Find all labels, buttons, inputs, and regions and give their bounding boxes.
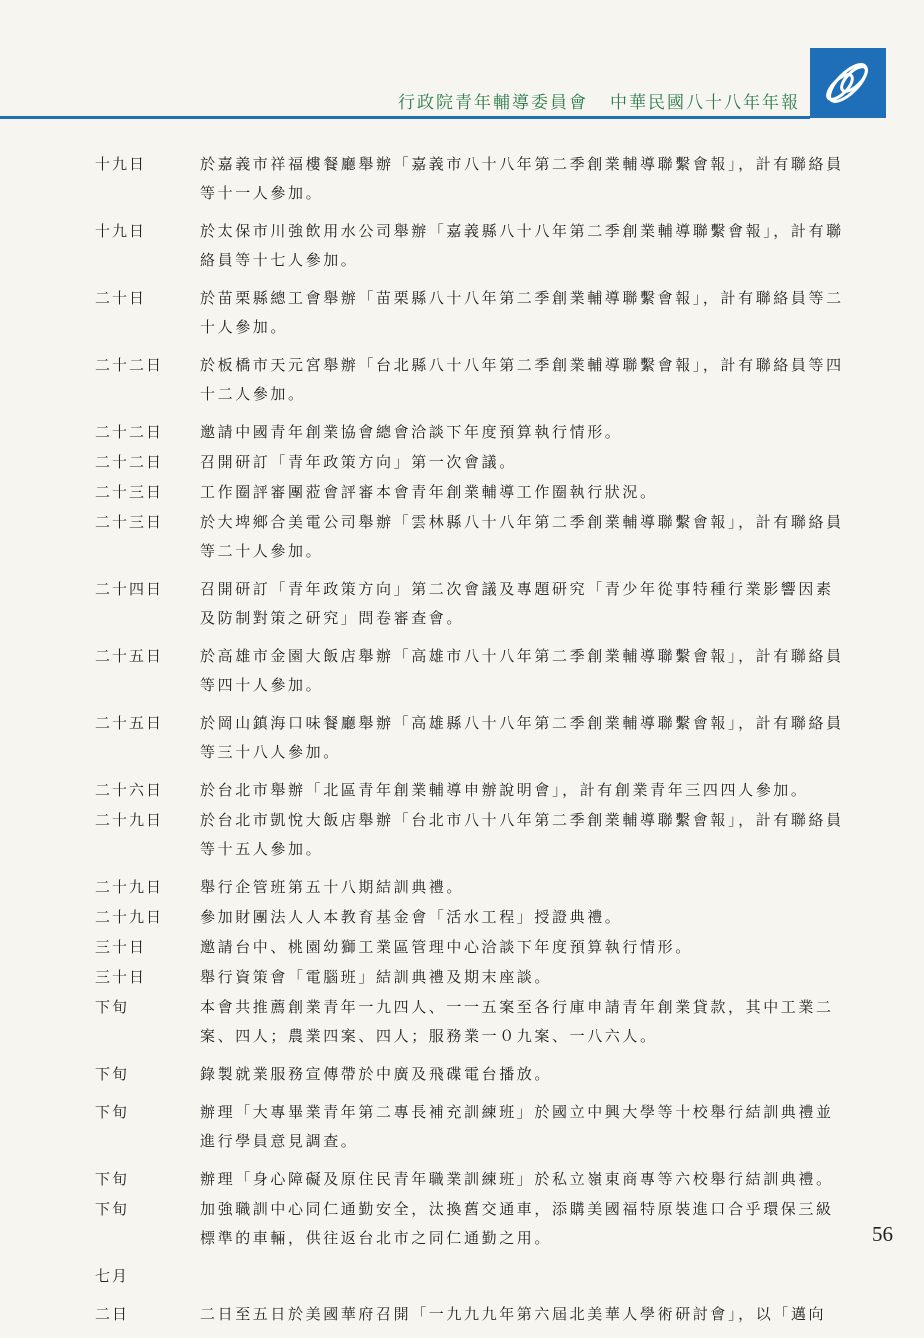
entry-date: 下旬 <box>95 1103 130 1121</box>
entry-date: 二十九日 <box>95 908 164 926</box>
entry-text: 邀請中國青年創業協會總會洽談下年度預算執行情形。 <box>200 423 623 441</box>
entry-date: 二十五日 <box>95 647 164 665</box>
header-org: 行政院青年輔導委員會 <box>398 93 588 113</box>
list-item <box>0 1060 924 1089</box>
entry-date: 三十日 <box>95 968 147 986</box>
entry-text: 辦理「身心障礙及原住民青年職業訓練班」於私立嶺東商專等六校舉行結訓典禮。 <box>200 1170 834 1188</box>
rings-logo-icon <box>818 54 878 112</box>
entry-text: 於苗栗縣總工會舉辦「苗栗縣八十八年第二季創業輔導聯繫會報」，計有聯絡員等二十人參加。 <box>200 289 844 336</box>
list-item <box>0 150 924 208</box>
entry-text: 錄製就業服務宣傳帶於中廣及飛碟電台播放。 <box>200 1065 553 1083</box>
list-item <box>0 1262 924 1291</box>
list-item <box>0 1195 924 1253</box>
entry-text: 於太保市川強飲用水公司舉辦「嘉義縣八十八年第二季創業輔導聯繫會報」，計有聯絡員等十七人參加。 <box>200 222 844 269</box>
entry-text: 於高雄市金園大飯店舉辦「高雄市八十八年第二季創業輔導聯繫會報」，計有聯絡員等四十人參加。 <box>200 647 844 694</box>
list-item <box>0 1098 924 1156</box>
entry-text <box>200 1262 850 1291</box>
entry-text: 辦理「大專畢業青年第二專長補充訓練班」於國立中興大學等十校舉行結訓典禮並進行學員意見調查。 <box>200 1103 834 1150</box>
list-item <box>0 284 924 342</box>
list-item <box>0 806 924 864</box>
entry-date: 二十三日 <box>95 513 164 531</box>
list-item <box>0 933 924 962</box>
list-item <box>0 642 924 700</box>
entry-text: 召開研訂「青年政策方向」第二次會議及專題研究「青少年從事特種行業影響因素及防制對策之研究」問卷審查會。 <box>200 580 834 627</box>
entry-date: 二十四日 <box>95 580 164 598</box>
entry-date: 二十日 <box>95 289 147 307</box>
list-item <box>0 1300 924 1329</box>
entry-date: 下旬 <box>95 1170 130 1188</box>
entry-text: 工作圈評審團蒞會評審本會青年創業輔導工作圈執行狀況。 <box>200 483 658 501</box>
entry-date: 十九日 <box>95 222 147 240</box>
entry-date: 下旬 <box>95 998 130 1016</box>
entry-date: 三十日 <box>95 938 147 956</box>
list-item <box>0 963 924 992</box>
entry-date: 下旬 <box>95 1065 130 1083</box>
entry-date: 二日 <box>95 1305 130 1323</box>
entry-date: 二十九日 <box>95 878 164 896</box>
entry-text: 於台北市凱悅大飯店舉辦「台北市八十八年第二季創業輔導聯繫會報」，計有聯絡員等十五人參加。 <box>200 811 844 858</box>
entry-date: 二十六日 <box>95 781 164 799</box>
entry-text: 二日至五日於美國華府召開「一九九九年第六屆北美華人學術研討會」，以「邁向 <box>200 1305 827 1323</box>
entry-text: 於大埤鄉合美電公司舉辦「雲林縣八十八年第二季創業輔導聯繫會報」，計有聯絡員等二十人參加。 <box>200 513 844 560</box>
header-report: 中華民國八十八年年報 <box>610 93 800 113</box>
list-item <box>0 709 924 767</box>
list-item <box>0 903 924 932</box>
entry-text: 舉行資策會「電腦班」結訓典禮及期末座談。 <box>200 968 553 986</box>
entry-date: 十九日 <box>95 155 147 173</box>
entry-text: 於台北市舉辦「北區青年創業輔導申辦說明會」，計有創業青年三四四人參加。 <box>200 781 809 799</box>
entry-text: 加強職訓中心同仁通勤安全，汰換舊交通車，添購美國福特原裝進口合乎環保三級標準的車輛，供往返台北市之同仁通勤之用。 <box>200 1200 834 1247</box>
month-heading: 七月 <box>95 1267 130 1285</box>
list-item <box>0 478 924 507</box>
list-item <box>0 418 924 447</box>
entry-date: 二十二日 <box>95 356 164 374</box>
entry-text: 於岡山鎮海口味餐廳舉辦「高雄縣八十八年第二季創業輔導聯繫會報」，計有聯絡員等三十八人參加。 <box>200 714 844 761</box>
entry-text: 召開研訂「青年政策方向」第一次會議。 <box>200 453 517 471</box>
list-item <box>0 873 924 902</box>
list-item <box>0 575 924 633</box>
entry-date: 二十二日 <box>95 453 164 471</box>
entry-text: 邀請台中、桃園幼獅工業區管理中心洽談下年度預算執行情形。 <box>200 938 693 956</box>
list-item <box>0 351 924 409</box>
entry-date: 下旬 <box>95 1200 130 1218</box>
list-item <box>0 448 924 477</box>
list-item <box>0 217 924 275</box>
list-item <box>0 1165 924 1194</box>
header-rule <box>0 116 810 119</box>
logo-badge <box>810 48 886 118</box>
page-number: 56 <box>872 1222 893 1246</box>
list-item <box>0 993 924 1051</box>
entry-text: 舉行企管班第五十八期結訓典禮。 <box>200 878 465 896</box>
entry-text: 本會共推薦創業青年一九四人、一一五案至各行庫申請青年創業貸款，其中工業二案、四人；農業四案、四人；服務業一０九案、一八六人。 <box>200 998 834 1045</box>
entry-date: 二十三日 <box>95 483 164 501</box>
entry-text: 於嘉義市祥福樓餐廳舉辦「嘉義市八十八年第二季創業輔導聯繫會報」，計有聯絡員等十一人參加。 <box>200 155 844 202</box>
entry-date: 二十九日 <box>95 811 164 829</box>
entry-date: 二十二日 <box>95 423 164 441</box>
list-item <box>0 776 924 805</box>
list-item <box>0 508 924 566</box>
entry-text: 於板橋市天元宮舉辦「台北縣八十八年第二季創業輔導聯繫會報」，計有聯絡員等四十二人參加。 <box>200 356 844 403</box>
running-header <box>380 88 800 113</box>
entry-date: 二十五日 <box>95 714 164 732</box>
chronology-list <box>0 150 924 1338</box>
entry-text: 參加財團法人人本教育基金會「活水工程」授證典禮。 <box>200 908 623 926</box>
